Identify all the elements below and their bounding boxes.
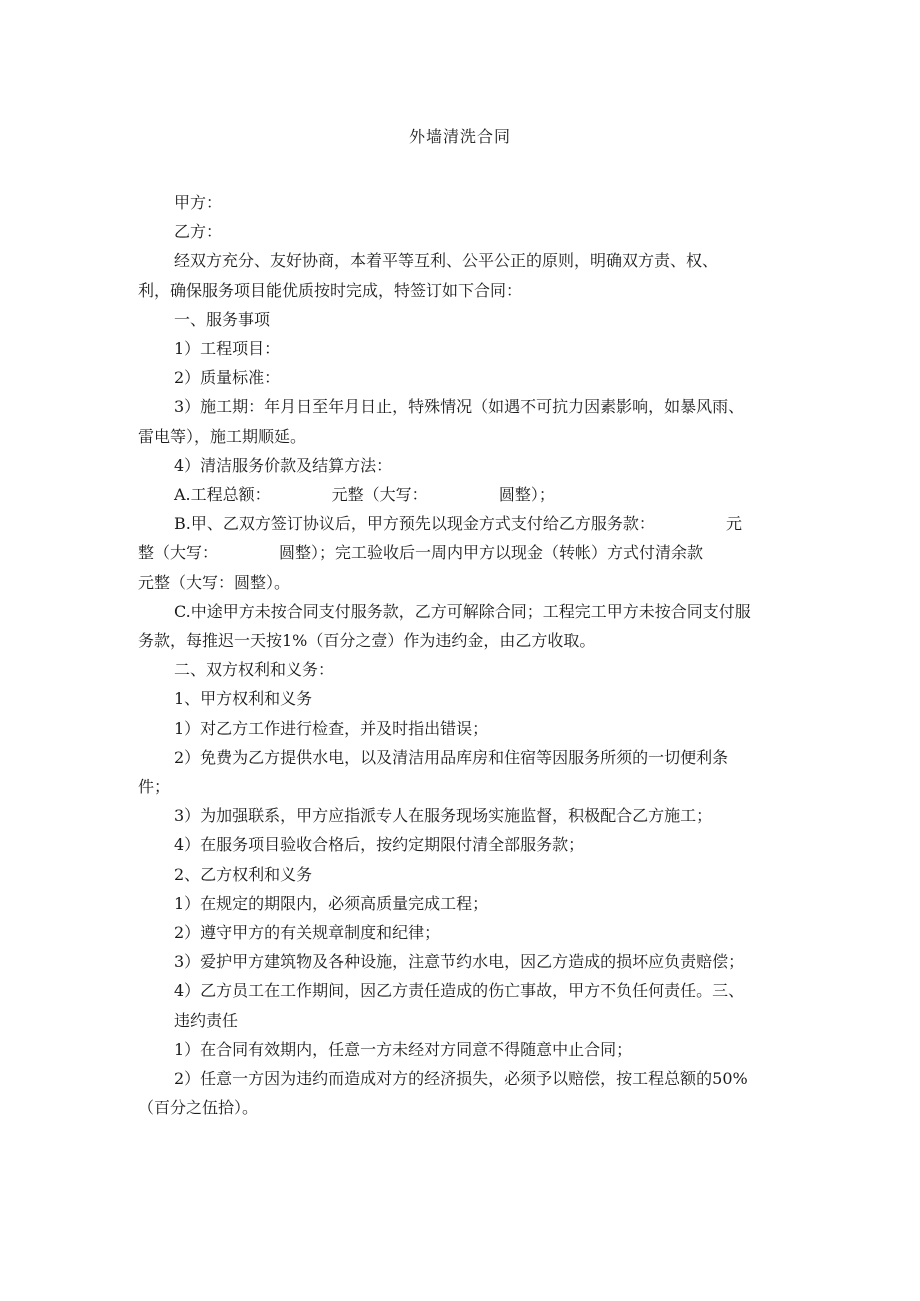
section-3-item-2-line-2: （百分之伍拾）。 xyxy=(138,1098,259,1118)
section-1-clause-b-line-1: B.甲、乙双方签订协议后，甲方预先以现金方式支付给乙方服务款： 元 xyxy=(174,514,743,534)
section-1-clause-b-line-2: 整（大写： 圆整）；完工验收后一周内甲方以现金（转帐）方式付清余款 xyxy=(138,543,704,563)
section-1-heading: 一、服务事项 xyxy=(174,309,271,329)
party-a-line: 甲方： xyxy=(174,193,223,212)
section-2-party-a-item-3: 3）为加强联系，甲方应指派专人在服务现场实施监督，积极配合乙方施工； xyxy=(174,806,713,826)
section-1-item-4: 4）清洁服务价款及结算方法： xyxy=(174,455,393,475)
section-2-party-a-item-2-line-1: 2）免费为乙方提供水电，以及清洁用品库房和住宿等因服务所须的一切便利条 xyxy=(174,747,729,767)
intro-line-1: 经双方充分、友好协商，本着平等互利、公平公正的原则，明确双方责、权、 xyxy=(174,251,719,271)
section-2-party-b-heading: 2、乙方权利和义务 xyxy=(174,864,313,884)
section-1-clause-c-line-2: 务款，每推迟一天按1%（百分之壹）作为违约金，由乙方收取。 xyxy=(138,631,596,651)
intro-line-2: 利，确保服务项目能优质按时完成，特签订如下合同： xyxy=(138,280,523,300)
section-2-party-b-item-2: 2）遵守甲方的有关规章制度和纪律； xyxy=(174,923,441,943)
section-3-item-1: 1）在合同有效期内，任意一方未经对方同意不得随意中止合同； xyxy=(174,1039,633,1059)
section-2-party-a-item-2-line-2: 件； xyxy=(138,777,171,797)
party-b-line: 乙方： xyxy=(174,222,223,242)
section-1-clause-c-line-1: C.中途甲方未按合同支付服务款，乙方可解除合同；工程完工甲方未按合同支付服 xyxy=(174,601,751,621)
section-1-item-2: 2）质量标准： xyxy=(174,368,281,388)
document-title: 外墙清洗合同 xyxy=(408,127,511,146)
section-2-heading: 二、双方权利和义务： xyxy=(174,660,335,680)
section-2-party-b-item-4-line-2: 违约责任 xyxy=(174,1010,239,1030)
section-2-party-a-heading: 1、甲方权利和义务 xyxy=(174,689,313,709)
section-2-party-a-item-1: 1）对乙方工作进行检查，并及时指出错误； xyxy=(174,718,489,738)
section-1-clause-b-line-3: 元整（大写：圆整）。 xyxy=(138,572,291,592)
contract-body xyxy=(138,188,788,1123)
section-1-item-1: 1）工程项目： xyxy=(174,339,281,359)
section-2-party-b-item-1: 1）在规定的期限内，必须高质量完成工程； xyxy=(174,893,489,913)
section-2-party-b-item-4-line-1: 4）乙方员工在工作期间，因乙方责任造成的伤亡事故，甲方不负任何责任。三、 xyxy=(174,981,745,1001)
section-1-item-3-line-1: 3）施工期：年月日至年月日止，特殊情况（如遇不可抗力因素影响，如暴风雨、 xyxy=(174,397,745,417)
section-1-item-3-line-2: 雷电等），施工期顺延。 xyxy=(138,426,307,446)
section-1-clause-a: A.工程总额： 元整（大写： 圆整）； xyxy=(174,485,555,505)
section-2-party-b-item-3: 3）爱护甲方建筑物及各种设施，注意节约水电，因乙方造成的损坏应负责赔偿； xyxy=(174,952,745,972)
section-3-item-2-line-1: 2）任意一方因为违约而造成对方的经济损失，必须予以赔偿，按工程总额的50% xyxy=(174,1069,748,1089)
section-2-party-a-item-4: 4）在服务项目验收合格后，按约定期限付清全部服务款； xyxy=(174,835,585,855)
